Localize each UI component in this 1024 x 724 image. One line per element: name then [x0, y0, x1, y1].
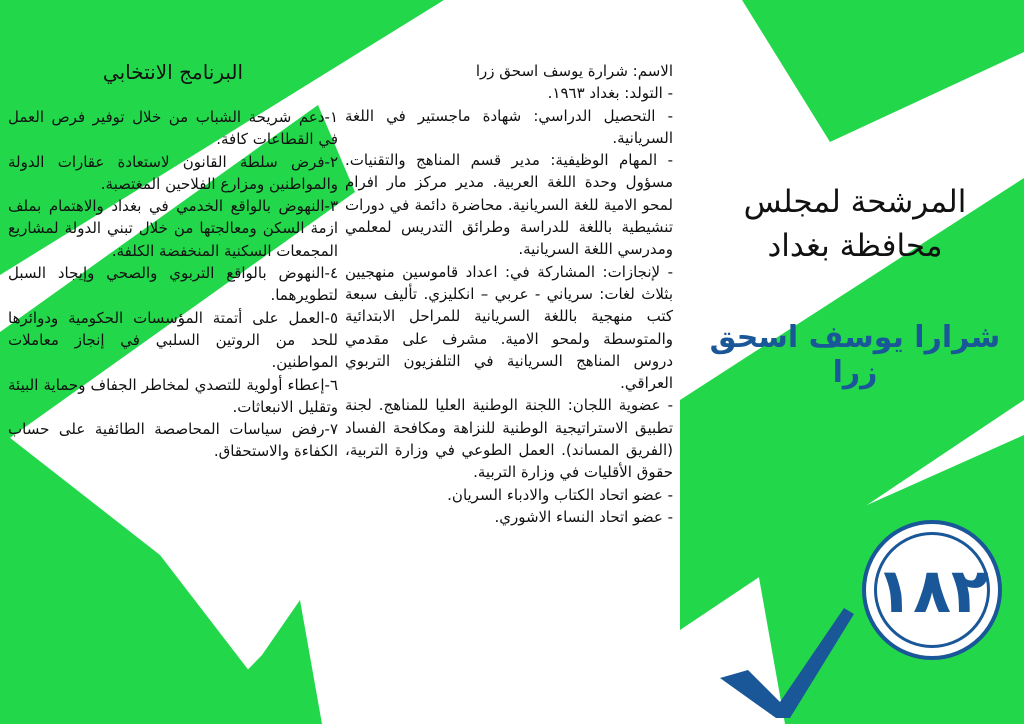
candidate-number-badge: [862, 520, 1002, 660]
bio-line: - التحصيل الدراسي: شهادة ماجستير في اللغة السريانية.: [345, 106, 673, 147]
program-item: ٤-النهوض بالواقع التربوي والصحي وإيجاد السبل لتطويرهما.: [8, 264, 338, 305]
green-shape-top-right: [742, 0, 1024, 142]
candidate-number: ١٨٢: [874, 532, 990, 648]
program-item: ٦-إعطاء أولوية للتصدي لمخاطر الجفاف وحماية البيئة وتقليل الانبعاثات.: [8, 375, 338, 416]
checkmark-icon: [720, 600, 860, 720]
candidate-name: شرارا يوسف اسحق زرا: [709, 320, 1001, 390]
bio-panel: [345, 60, 673, 528]
bio-line: - عضو اتحاد الكتاب والادباء السريان.: [447, 485, 673, 504]
program-list: [8, 106, 338, 463]
bio-line: - عضو اتحاد النساء الاشوري.: [494, 507, 673, 526]
program-item: ٥-العمل على أتمتة المؤسسات الحكومية ودوائرها للحد من الروتين السلبي في إنجاز معاملات المواطنين.: [8, 308, 338, 372]
program-item: ٣-النهوض بالواقع الخدمي في بغداد والاهتمام بملف ازمة السكن ومعالجتها من خلال تبني الدولة لمشاريع المجمعات السكنية المنخفضة الكلفة.: [8, 197, 338, 260]
program-item: ٢-فرض سلطة القانون لاستعادة عقارات الدولة والمواطنين ومزارع الفلاحين المغتصبة.: [8, 152, 338, 193]
candidate-title-line1: المرشحة لمجلس: [743, 184, 967, 220]
bio-line: - عضوية اللجان: اللجنة الوطنية العليا للمناهج. لجنة تطبيق الاستراتيجية الوطنية للنزاهة ومكافحة الفساد (الفريق المساند). العمل الطوعي في وزارة التربية، حقوق الأقليات في وزارة التربية.: [345, 396, 673, 482]
program-title: البرنامج الانتخابي: [102, 60, 244, 84]
program-item: ٧-رفض سياسات المحاصصة الطائفية على حساب الكفاءة والاستحقاق.: [8, 420, 338, 461]
bio-line: الاسم: شرارة يوسف اسحق زرا: [475, 62, 673, 80]
candidate-title-line2: محافظة بغداد: [767, 228, 943, 264]
bio-line: - التولد: بغداد ١٩٦٣.: [547, 84, 673, 103]
program-item: ١-دعم شريحة الشباب من خلال توفير فرص العمل في القطاعات كافة.: [8, 108, 338, 149]
candidate-panel: [690, 180, 1020, 390]
bio-line: - لإنجازات: المشاركة في: اعداد قاموسين منهجيين بثلاث لغات: سرياني - عربي – انكليزي. تأليف سبعة كتب منهجية باللغة السريانية للمراحل الابتدائية والمتوسطة ولمحو الامية. مشرف على مقدمي دروس المناهج السريانية في التلفزيون التربوي العراقي.: [345, 262, 673, 393]
program-panel: [8, 60, 338, 463]
bio-line: - المهام الوظيفية: مدير قسم المناهج والتقنيات. مسؤول وحدة اللغة العربية. مدير مركز مار افرام لمحو الامية للغة السريانية. محاضرة دائمة في دورات تنشيطية باللغة للدراسة وطرائق التدريس لمعلمي ومدرسي اللغة السريانية.: [345, 151, 673, 259]
